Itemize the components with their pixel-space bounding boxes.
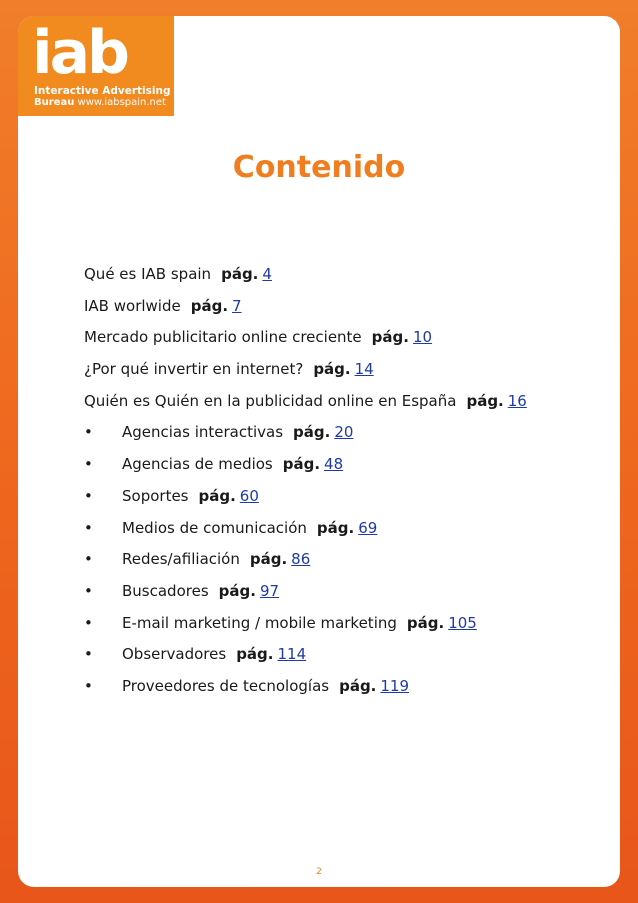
toc-item-title: Quién es Quién en la publicidad online en España — [84, 391, 457, 410]
toc-item — [84, 296, 527, 328]
toc-item — [84, 644, 527, 676]
toc-item — [84, 486, 527, 518]
toc-item — [84, 549, 527, 581]
toc-page-label: pág. — [221, 265, 259, 283]
bullet-icon: • — [84, 423, 93, 442]
toc-item — [84, 518, 527, 550]
logo-url-line — [34, 97, 166, 109]
toc-page-label: pág. — [190, 296, 229, 315]
toc-item-title: E-mail marketing / mobile marketing — [122, 613, 397, 632]
bullet-icon: • — [84, 613, 93, 632]
toc-item-title: Proveedores de tecnologías — [122, 676, 330, 695]
logo-url: www.iabspain.net — [77, 97, 166, 108]
logo-mark: iab — [32, 18, 128, 88]
toc-page-link[interactable]: 86 — [291, 550, 311, 569]
bullet-icon: • — [84, 486, 93, 505]
logo-tagline: Interactive Advertising — [34, 85, 171, 97]
bullet-icon: • — [84, 455, 93, 474]
toc-page-label: pág. — [198, 486, 236, 505]
toc-item — [84, 581, 527, 613]
toc-page-label: pág. — [218, 581, 256, 600]
toc-item-title: Agencias interactivas — [122, 423, 284, 442]
toc-item-title: Agencias de medios — [122, 455, 273, 474]
toc-item-title: Soportes — [122, 486, 189, 505]
table-of-contents — [84, 264, 527, 708]
toc-page-link[interactable]: 60 — [239, 486, 259, 505]
toc-page-link[interactable]: 119 — [380, 676, 410, 695]
toc-page-link[interactable]: 97 — [259, 581, 280, 600]
toc-page-link[interactable]: 7 — [232, 296, 242, 315]
toc-item-title: Qué es IAB spain — [84, 265, 212, 283]
page-title: Contenido — [232, 150, 406, 185]
toc-item — [84, 613, 527, 645]
toc-page-label: pág. — [236, 645, 274, 664]
toc-item — [84, 391, 527, 423]
toc-item-title: Buscadores — [122, 581, 209, 600]
toc-page-label: pág. — [339, 676, 377, 695]
toc-item-title: Redes/afiliación — [122, 550, 240, 569]
toc-page-label: pág. — [371, 328, 409, 347]
toc-page-link[interactable]: 20 — [334, 423, 354, 442]
toc-page-label: pág. — [249, 550, 288, 569]
bullet-icon: • — [84, 676, 93, 695]
toc-item-title: IAB worlwide — [84, 296, 181, 315]
toc-page-label: pág. — [406, 613, 445, 632]
toc-page-label: pág. — [316, 518, 355, 537]
bullet-icon: • — [84, 581, 93, 600]
toc-item — [84, 422, 527, 454]
toc-page-link[interactable]: 14 — [354, 360, 374, 379]
toc-page-label: pág. — [466, 391, 504, 410]
toc-page-link[interactable]: 105 — [448, 613, 477, 632]
toc-item-title: Mercado publicitario online creciente — [84, 328, 362, 347]
toc-item-title: ¿Por qué invertir en internet? — [84, 360, 304, 379]
toc-page-link[interactable]: 114 — [277, 645, 307, 664]
bullet-icon: • — [84, 550, 93, 569]
toc-item — [84, 264, 527, 296]
toc-item-title: Medios de comunicación — [122, 518, 307, 537]
toc-page-link[interactable]: 4 — [262, 265, 272, 283]
toc-page-link[interactable]: 48 — [324, 455, 344, 474]
bullet-icon: • — [84, 645, 93, 664]
toc-page-link[interactable]: 10 — [412, 328, 433, 347]
toc-item — [84, 359, 527, 391]
page-number: 2 — [316, 867, 322, 877]
logo-bureau: Bureau — [34, 97, 75, 108]
toc-page-label: pág. — [293, 423, 331, 442]
toc-page-link[interactable]: 69 — [358, 518, 378, 537]
toc-item — [84, 676, 527, 708]
iab-logo — [18, 16, 174, 116]
toc-page-label: pág. — [313, 360, 351, 379]
toc-item-title: Observadores — [122, 645, 227, 664]
toc-item — [84, 454, 527, 486]
bullet-icon: • — [84, 518, 93, 537]
toc-page-link[interactable]: 16 — [507, 391, 527, 410]
toc-page-label: pág. — [282, 455, 321, 474]
toc-item — [84, 327, 527, 359]
